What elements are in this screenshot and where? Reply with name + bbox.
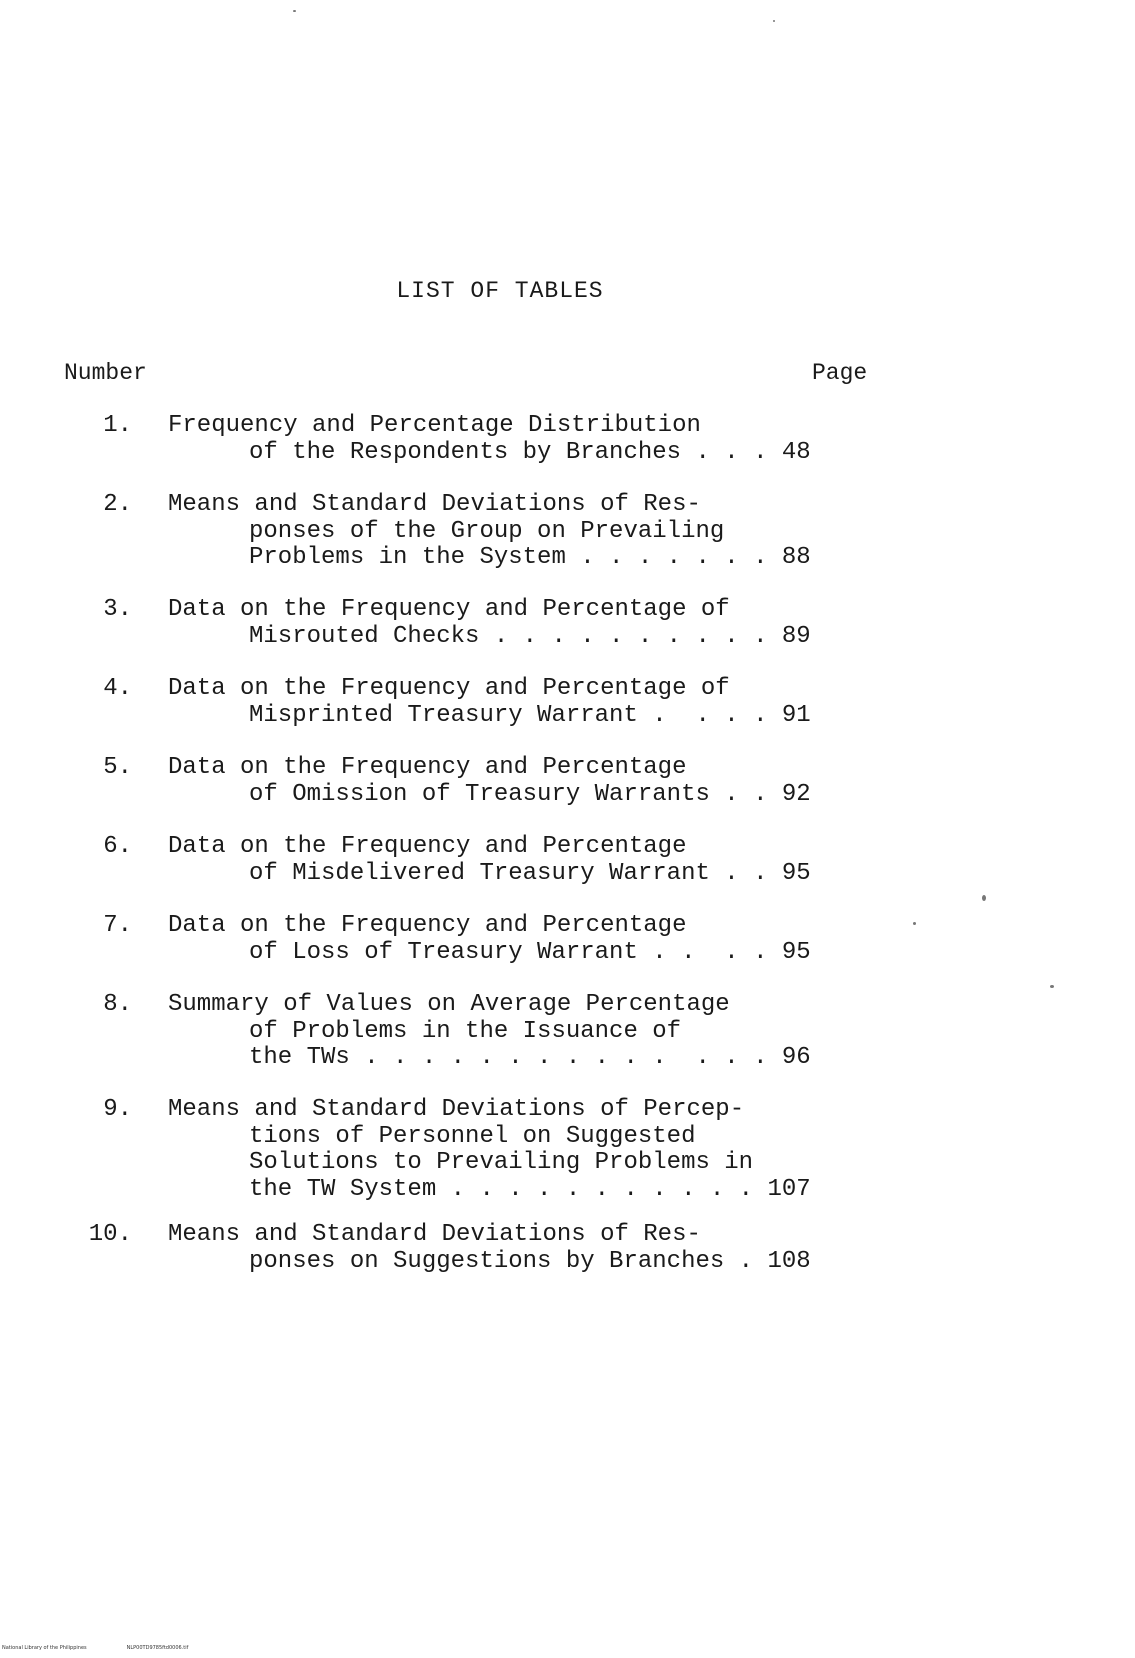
table-caption-last-line: Problems in the System . . . . . . . 88 <box>249 544 811 571</box>
table-caption-line: ponses of the Group on Prevailing <box>249 517 725 545</box>
scan-speck <box>982 895 986 901</box>
table-caption-line: Data on the Frequency and Percentage <box>168 912 687 939</box>
table-caption-line: Means and Standard Deviations of Res- <box>168 491 701 518</box>
table-caption-line: Data on the Frequency and Percentage of <box>168 675 730 702</box>
table-caption-last-line: of the Respondents by Branches . . . 48 <box>249 438 811 466</box>
table-number: 1. <box>103 412 132 439</box>
table-caption-last-line: Misrouted Checks . . . . . . . . . . 89 <box>249 622 811 650</box>
table-caption-line: Data on the Frequency and Percentage <box>168 754 687 781</box>
table-number: 10. <box>88 1221 132 1248</box>
page-title: LIST OF TABLES <box>396 278 604 304</box>
table-caption-line: Summary of Values on Average Percentage <box>168 991 730 1018</box>
table-caption-line: tions of Personnel on Suggested <box>249 1122 696 1150</box>
table-number: 8. <box>103 991 132 1018</box>
table-caption-last-line: ponses on Suggestions by Branches . 108 <box>249 1247 811 1275</box>
library-credit: National Library of the Philippines <box>2 1645 87 1651</box>
table-number: 9. <box>103 1096 132 1123</box>
page-column-header: Page <box>812 360 868 386</box>
table-caption-line: of Problems in the Issuance of <box>249 1017 682 1045</box>
table-number: 7. <box>103 912 132 939</box>
table-number: 2. <box>103 491 132 518</box>
scan-speck <box>913 922 916 925</box>
table-caption-last-line: of Omission of Treasury Warrants . . 92 <box>249 780 811 808</box>
scan-footer <box>2 1645 188 1651</box>
scan-speck <box>293 10 296 12</box>
table-caption-line: Means and Standard Deviations of Res- <box>168 1221 701 1248</box>
table-caption-last-line: of Misdelivered Treasury Warrant . . 95 <box>249 859 811 887</box>
table-caption-line: Frequency and Percentage Distribution <box>168 412 701 439</box>
table-caption-line: Means and Standard Deviations of Percep- <box>168 1096 745 1123</box>
table-number: 3. <box>103 596 132 623</box>
table-caption-last-line: of Loss of Treasury Warrant . . . . 95 <box>249 938 811 966</box>
table-caption-last-line: the TWs . . . . . . . . . . . . . . 96 <box>249 1044 811 1071</box>
file-code: NLP00TD9785ftd0006.tif <box>126 1645 189 1651</box>
table-caption-line: Data on the Frequency and Percentage of <box>168 596 730 623</box>
table-caption-line: Solutions to Prevailing Problems in <box>249 1149 754 1176</box>
table-number: 6. <box>103 833 132 860</box>
scan-speck <box>773 20 775 22</box>
table-caption-line: Data on the Frequency and Percentage <box>168 833 687 860</box>
table-number: 5. <box>103 754 132 781</box>
table-caption-last-line: Misprinted Treasury Warrant . . . . 91 <box>249 701 811 729</box>
table-number: 4. <box>103 675 132 702</box>
number-column-header: Number <box>64 360 147 386</box>
scan-speck <box>1050 985 1054 988</box>
table-caption-last-line: the TW System . . . . . . . . . . . 107 <box>249 1175 811 1203</box>
